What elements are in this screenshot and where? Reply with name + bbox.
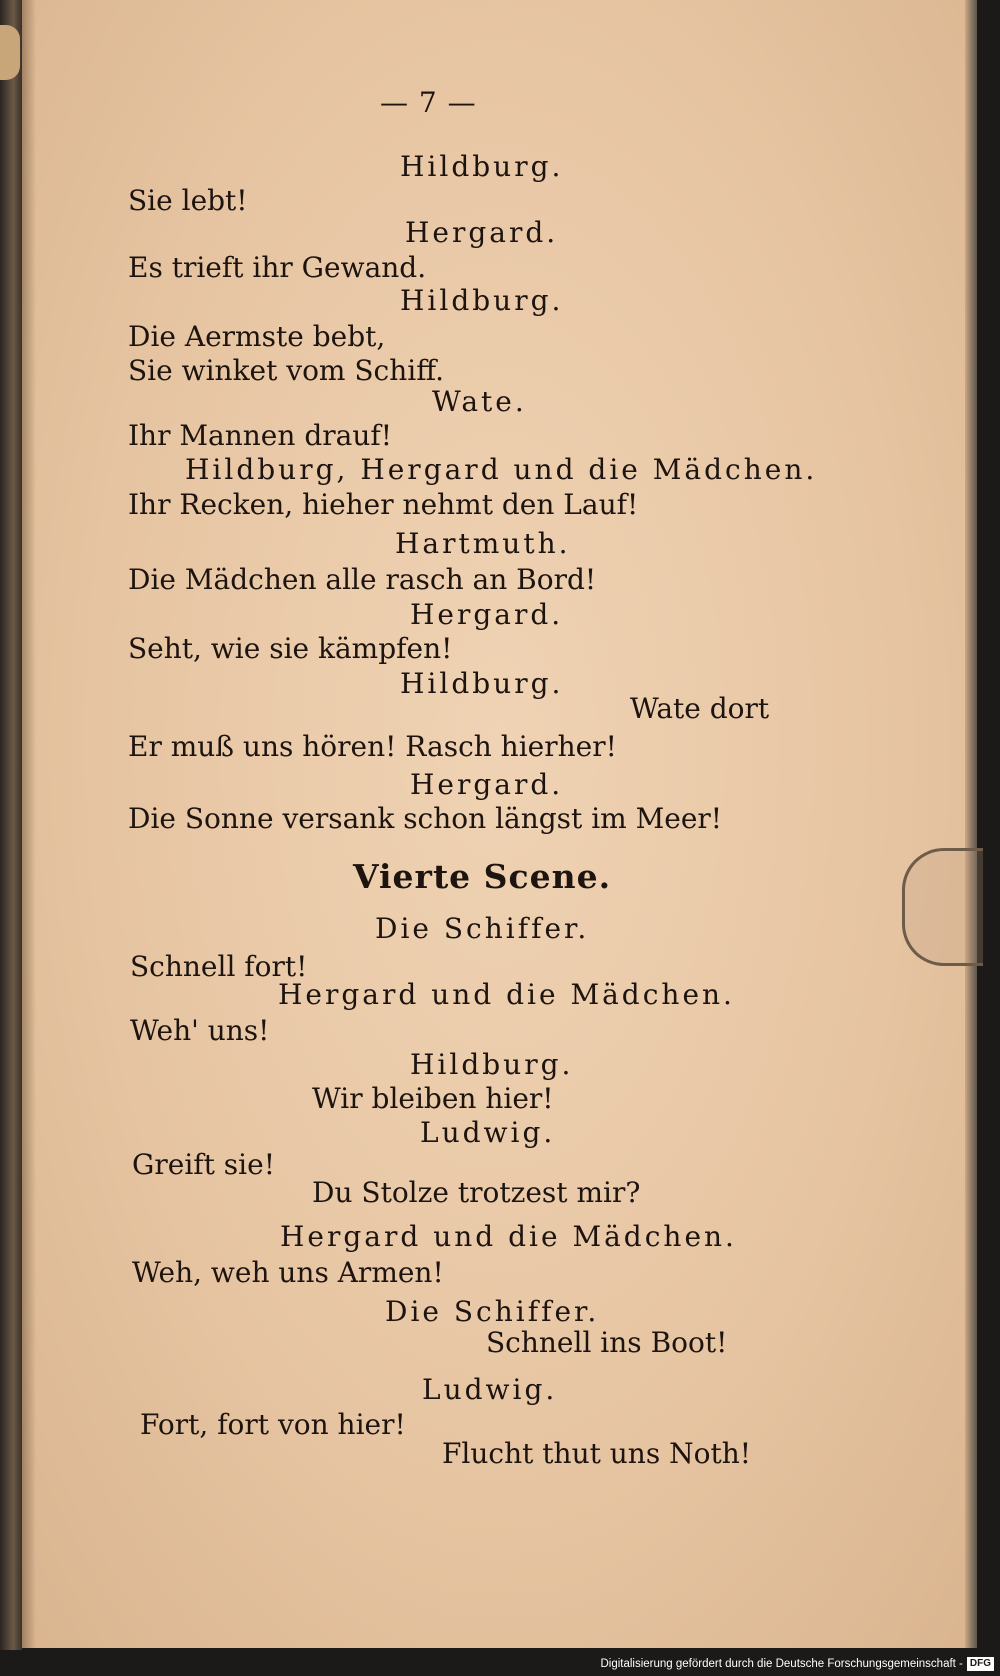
digitization-credit <box>600 1654 994 1674</box>
text-line: Es trieft ihr Gewand. <box>128 251 427 284</box>
speaker-line: Die Schiffer. <box>385 1295 600 1328</box>
credit-text: Digitalisierung gefördert durch die Deutsche Forschungsgemeinschaft - <box>600 1658 963 1670</box>
speaker-line: Hergard. <box>405 216 559 249</box>
speaker-line: Ludwig. <box>422 1373 558 1406</box>
text-line: Wate dort <box>630 692 770 725</box>
page-edge <box>965 0 977 1648</box>
text-line: Fort, fort von hier! <box>140 1408 406 1441</box>
text-line: Sie lebt! <box>128 184 248 217</box>
speaker-line: Hildburg. <box>400 667 564 700</box>
book-spine-strip <box>0 0 22 1650</box>
scene-heading: Vierte Scene. <box>353 857 612 896</box>
text-line: Er muß uns hören! Rasch hierher! <box>128 730 617 763</box>
text-line: Sie winket vom Schiff. <box>128 354 445 387</box>
page-tab-marker <box>0 25 20 80</box>
text-line: Seht, wie sie kämpfen! <box>128 632 453 665</box>
dfg-logo: DFG <box>967 1657 994 1671</box>
page-clip <box>902 848 983 966</box>
text-line: Weh' uns! <box>130 1014 270 1047</box>
page-number: — 7 — <box>380 86 477 119</box>
text-line: Die Mädchen alle rasch an Bord! <box>128 563 597 596</box>
text-line: Greift sie! <box>132 1148 275 1181</box>
speaker-line: Hergard. <box>410 768 564 801</box>
text-line: Du Stolze trotzest mir? <box>312 1176 641 1209</box>
text-line: Weh, weh uns Armen! <box>132 1256 444 1289</box>
text-line: Ihr Recken, hieher nehmt den Lauf! <box>128 488 639 521</box>
speaker-line: Wate. <box>432 385 527 418</box>
text-line: Die Sonne versank schon längst im Meer! <box>128 802 723 835</box>
speaker-line: Die Schiffer. <box>375 912 590 945</box>
speaker-line: Hergard und die Mädchen. <box>280 1220 737 1253</box>
text-line: Schnell fort! <box>130 950 308 983</box>
speaker-line: Hildburg, Hergard und die Mädchen. <box>185 453 818 486</box>
speaker-line: Hergard und die Mädchen. <box>278 978 735 1011</box>
speaker-line: Hildburg. <box>400 284 564 317</box>
speaker-line: Hildburg. <box>400 150 564 183</box>
speaker-line: Hildburg. <box>410 1048 574 1081</box>
text-line: Flucht thut uns Noth! <box>442 1437 751 1470</box>
text-line: Wir bleiben hier! <box>312 1082 554 1115</box>
text-line: Die Aermste bebt, <box>128 320 386 353</box>
text-line: Ihr Mannen drauf! <box>128 419 392 452</box>
speaker-line: Hergard. <box>410 598 564 631</box>
speaker-line: Ludwig. <box>420 1116 556 1149</box>
speaker-line: Hartmuth. <box>395 527 571 560</box>
text-line: Schnell ins Boot! <box>486 1326 728 1359</box>
